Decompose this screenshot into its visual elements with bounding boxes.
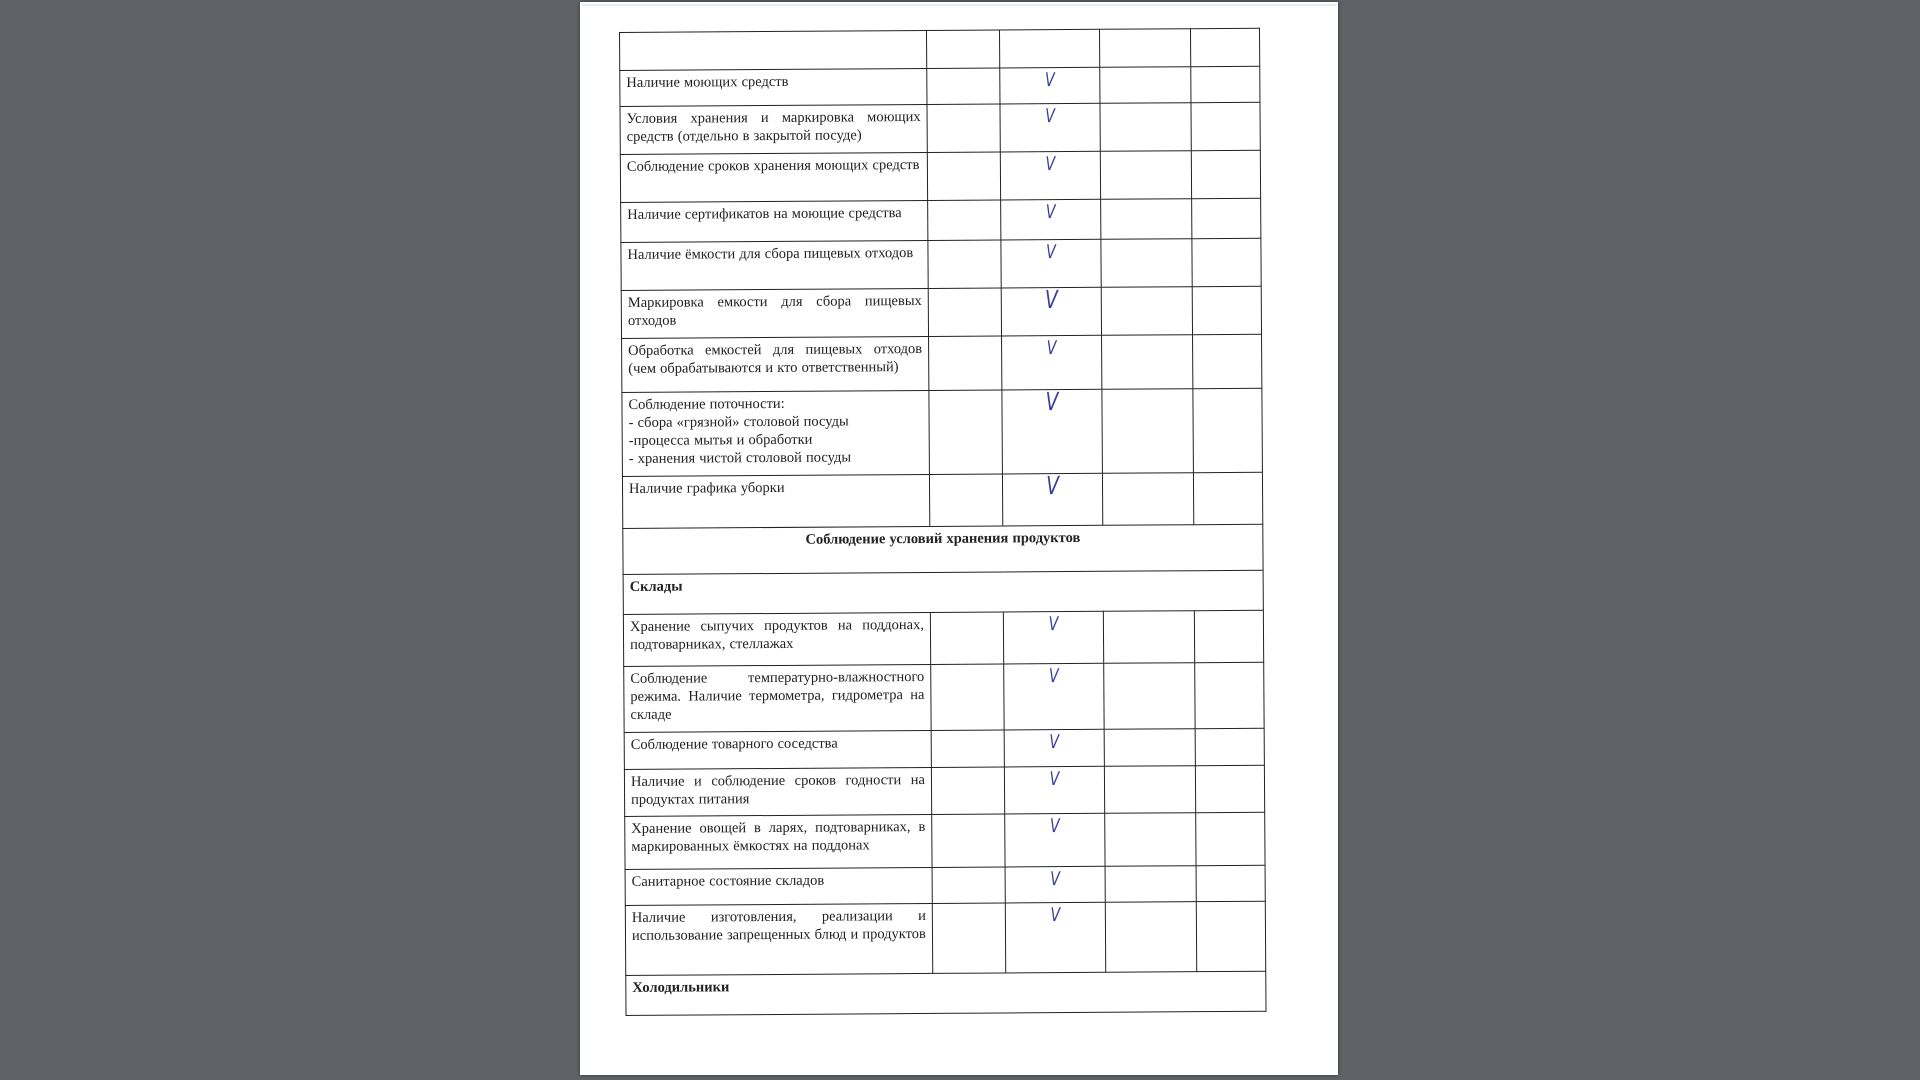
- checkmark-icon: V: [1049, 815, 1060, 838]
- table-row: [625, 812, 1265, 869]
- checkmark-icon: V: [1046, 337, 1057, 360]
- table-row: [621, 286, 1261, 338]
- empty-cell: [1192, 238, 1261, 286]
- checkmark-icon: V: [1045, 153, 1056, 176]
- empty-cell: [1104, 729, 1195, 767]
- check-cell: [1002, 335, 1102, 390]
- empty-cell: [932, 814, 1005, 867]
- check-cell: [1005, 813, 1105, 867]
- table-row: [620, 102, 1260, 154]
- check-cell: [1001, 239, 1101, 288]
- table-row: [625, 865, 1265, 905]
- checklist-table: [619, 28, 1267, 1016]
- empty-cell: [1101, 239, 1192, 288]
- item-label: [622, 390, 930, 476]
- flow-line: - хранения чистой столовой посуды: [628, 449, 852, 467]
- empty-cell: [930, 612, 1003, 664]
- empty-cell: [1100, 151, 1191, 200]
- empty-cell: [1196, 865, 1265, 901]
- empty-cell: [927, 68, 1000, 104]
- table-row: [625, 901, 1265, 975]
- check-cell: [1001, 287, 1101, 336]
- item-label: Хранение сыпучих продуктов на поддонах, подтоварниках, стеллажах: [623, 612, 930, 666]
- flow-line: -процесса мытья и обработки: [628, 431, 813, 449]
- checkmark-icon: V: [1046, 241, 1056, 264]
- empty-cell: [931, 664, 1004, 730]
- empty-cell: [929, 474, 1002, 526]
- check-cell: [1002, 473, 1102, 526]
- item-label: Наличие графика уборки: [622, 474, 929, 528]
- checklist-sheet: [619, 28, 1267, 1016]
- empty-cell: [931, 767, 1004, 814]
- checkmark-icon: V: [1044, 285, 1058, 315]
- item-label: Условия хранения и маркировка моющих средств (отдельно в закрытой посуде): [620, 104, 927, 154]
- item-label: Наличие изготовления, реализации и использование запрещенных блюд и продуктов: [625, 903, 932, 975]
- table-row: [624, 765, 1264, 816]
- table-row: [622, 472, 1262, 528]
- item-label: Соблюдение температурно-влажностного режима. Наличие термометра, гидрометра на складе: [624, 664, 931, 732]
- check-cell: [1004, 729, 1104, 767]
- empty-cell: [1104, 766, 1195, 814]
- empty-cell: [1101, 287, 1192, 336]
- check-cell: [1005, 902, 1105, 973]
- empty-cell: [1102, 389, 1194, 474]
- checkmark-icon: V: [1045, 471, 1060, 501]
- header-cell: [999, 29, 1099, 68]
- empty-cell: [1104, 663, 1195, 730]
- subsection-title-fridges: Холодильники: [626, 971, 1266, 1015]
- table-header-row: [620, 28, 1260, 70]
- empty-cell: [1193, 334, 1262, 388]
- table-row: [622, 388, 1263, 476]
- empty-cell: [929, 390, 1003, 474]
- checkmark-icon: V: [1048, 665, 1059, 688]
- empty-cell: [927, 152, 1000, 200]
- empty-cell: [1195, 728, 1264, 765]
- item-label: Маркировка емкости для сбора пищевых отходов: [621, 288, 928, 338]
- empty-cell: [928, 200, 1001, 240]
- empty-cell: [1105, 866, 1196, 903]
- check-cell: [1002, 389, 1103, 474]
- check-cell: [1005, 866, 1105, 903]
- check-cell: [1003, 611, 1103, 664]
- item-label: Обработка емкостей для пищевых отходов (чем обрабатываются и кто ответственный): [622, 336, 929, 392]
- checkmark-icon: V: [1045, 201, 1056, 224]
- table-row: [621, 198, 1261, 242]
- empty-cell: [1192, 198, 1261, 238]
- header-cell: [620, 30, 927, 70]
- check-cell: [1001, 199, 1101, 240]
- checkmark-icon: V: [1045, 105, 1056, 128]
- empty-cell: [1105, 813, 1196, 867]
- checkmark-icon: V: [1050, 904, 1061, 927]
- empty-cell: [1191, 102, 1260, 150]
- empty-cell: [1193, 472, 1262, 524]
- empty-cell: [932, 903, 1005, 973]
- subsection-row: [626, 971, 1266, 1015]
- empty-cell: [1102, 335, 1193, 390]
- table-row: [623, 610, 1263, 666]
- check-cell: [1000, 103, 1100, 152]
- table-row: [624, 662, 1264, 732]
- checkmark-icon: V: [1050, 868, 1061, 891]
- header-cell: [926, 30, 999, 68]
- table-row: [622, 334, 1262, 392]
- item-label: Наличие и соблюдение сроков годности на продуктах питания: [624, 767, 931, 816]
- check-cell: [1000, 151, 1100, 200]
- empty-cell: [929, 336, 1002, 390]
- empty-cell: [932, 867, 1005, 903]
- checkmark-icon: V: [1049, 768, 1060, 791]
- checkmark-icon: V: [1048, 613, 1059, 636]
- check-cell: [1000, 67, 1100, 104]
- checkmark-icon: V: [1044, 69, 1055, 92]
- item-label: Наличие сертификатов на моющие средства: [621, 200, 928, 242]
- empty-cell: [1193, 388, 1263, 472]
- item-label: Наличие ёмкости для сбора пищевых отходов: [621, 240, 928, 290]
- item-label: Наличие моющих средств: [620, 68, 927, 106]
- empty-cell: [928, 288, 1001, 336]
- empty-cell: [1191, 66, 1260, 102]
- empty-cell: [1192, 286, 1261, 334]
- empty-cell: [931, 730, 1004, 767]
- item-label: Хранение овощей в ларях, подтоварниках, в маркированных ёмкостях на поддонах: [625, 814, 932, 869]
- checkmark-icon: V: [1049, 731, 1060, 754]
- document-page: [580, 2, 1338, 1075]
- subsection-row: [623, 570, 1263, 614]
- table-row: [624, 728, 1264, 769]
- empty-cell: [1191, 150, 1260, 198]
- empty-cell: [1105, 902, 1196, 973]
- empty-cell: [1195, 765, 1264, 812]
- check-cell: [1004, 766, 1104, 814]
- empty-cell: [1103, 611, 1194, 664]
- section-title: Соблюдение условий хранения продуктов: [623, 524, 1263, 574]
- empty-cell: [1100, 67, 1191, 104]
- header-cell: [1190, 28, 1259, 66]
- empty-cell: [1196, 812, 1265, 865]
- table-row: [620, 150, 1260, 202]
- empty-cell: [1101, 199, 1192, 240]
- check-cell: [1004, 663, 1104, 730]
- empty-cell: [1102, 473, 1193, 526]
- flow-line: - сбора «грязной» столовой посуды: [628, 413, 849, 431]
- checkmark-icon: V: [1045, 387, 1059, 417]
- empty-cell: [928, 240, 1001, 288]
- subsection-title-warehouses: Склады: [623, 570, 1263, 614]
- table-row: [620, 66, 1260, 106]
- empty-cell: [1196, 901, 1265, 971]
- empty-cell: [1100, 103, 1191, 152]
- table-row: [621, 238, 1261, 290]
- item-label: Санитарное состояние складов: [625, 867, 932, 905]
- item-label: Соблюдение сроков хранения моющих средств: [620, 152, 927, 202]
- flow-heading: Соблюдение поточности:: [628, 395, 785, 413]
- empty-cell: [927, 104, 1000, 152]
- header-cell: [1099, 29, 1190, 68]
- empty-cell: [1195, 662, 1264, 728]
- empty-cell: [1194, 610, 1263, 662]
- item-label: Соблюдение товарного соседства: [624, 730, 931, 769]
- section-row: [623, 524, 1263, 574]
